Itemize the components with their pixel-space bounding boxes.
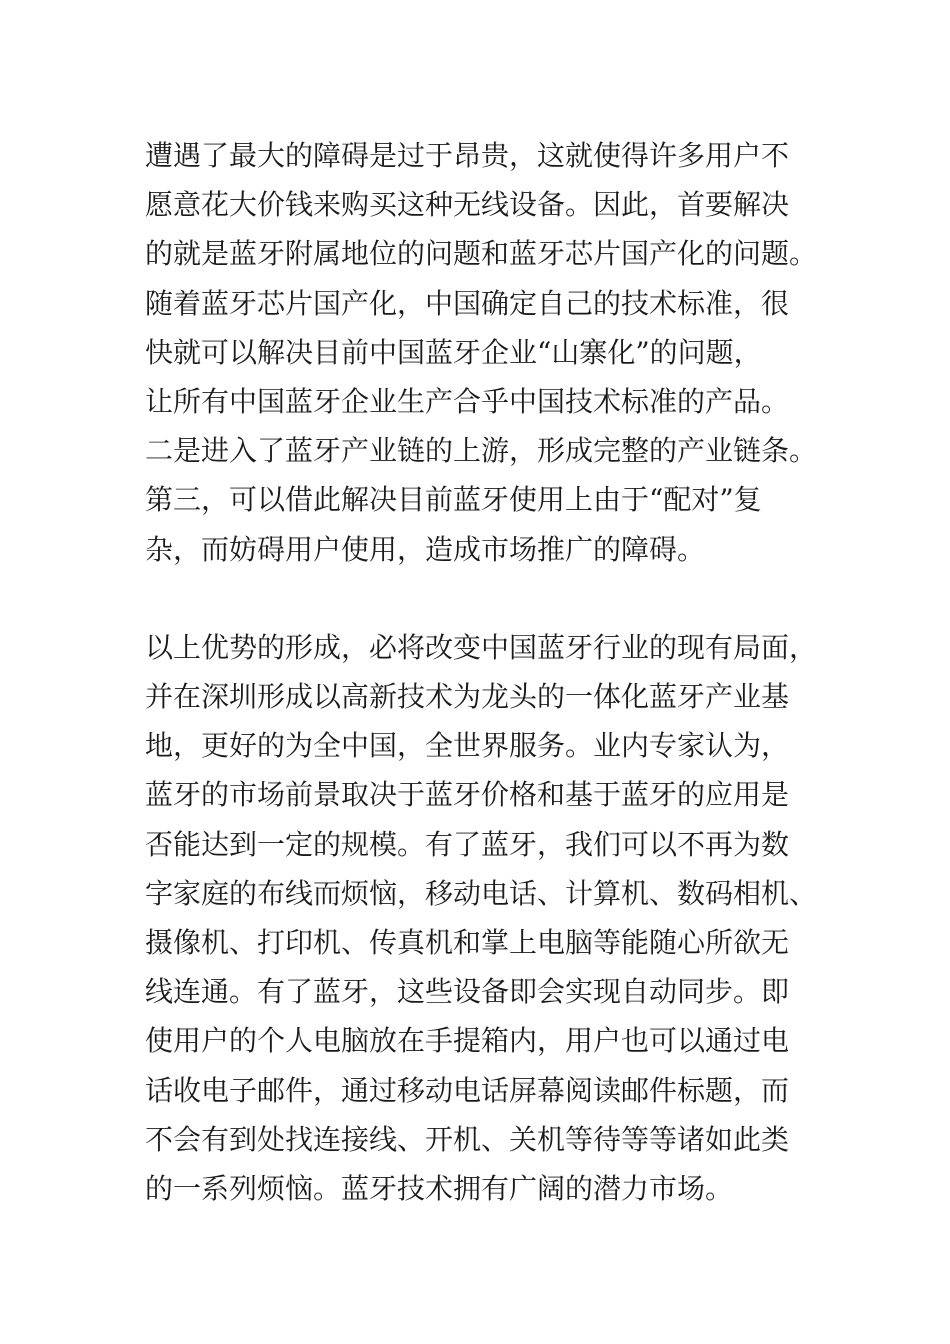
document-body	[145, 131, 835, 1213]
paragraph-line: 并在深圳形成以高新技术为龙头的一体化蓝牙产业基	[145, 680, 790, 714]
paragraph-line: 以上优势的形成，必将改变中国蓝牙行业的现有局面，	[145, 630, 818, 664]
paragraph-line: 的就是蓝牙附属地位的问题和蓝牙芯片国产化的问题。	[145, 237, 818, 271]
paragraph-2	[145, 623, 835, 1213]
paragraph-line: 字家庭的布线而烦恼，移动电话、计算机、数码相机、	[145, 876, 818, 910]
paragraph-line: 摄像机、打印机、传真机和掌上电脑等能随心所欲无	[145, 926, 790, 960]
paragraph-line: 使用户的个人电脑放在手提箱内，用户也可以通过电	[145, 1024, 790, 1058]
paragraph-line: 地，更好的为全中国，全世界服务。业内专家认为，	[145, 729, 790, 763]
paragraph-line: 让所有中国蓝牙企业生产合乎中国技术标准的产品。	[145, 385, 790, 419]
paragraph-line: 的一系列烦恼。蓝牙技术拥有广阔的潜力市场。	[145, 1172, 734, 1206]
paragraph-spacer	[145, 574, 835, 623]
paragraph-line: 第三，可以借此解决目前蓝牙使用上由于“配对”复	[145, 483, 762, 517]
paragraph-line: 话收电子邮件，通过移动电话屏幕阅读邮件标题，而	[145, 1073, 790, 1107]
paragraph-line: 随着蓝牙芯片国产化，中国确定自己的技术标准，很	[145, 286, 790, 320]
paragraph-line: 遭遇了最大的障碍是过于昂贵，这就使得许多用户不	[145, 139, 790, 172]
paragraph-1	[145, 131, 835, 574]
paragraph-line: 否能达到一定的规模。有了蓝牙，我们可以不再为数	[145, 827, 790, 861]
paragraph-line: 蓝牙的市场前景取决于蓝牙价格和基于蓝牙的应用是	[145, 778, 790, 812]
paragraph-line: 快就可以解决目前中国蓝牙企业“山寨化”的问题，	[145, 335, 762, 369]
paragraph-line: 二是进入了蓝牙产业链的上游，形成完整的产业链条。	[145, 434, 818, 468]
paragraph-line: 不会有到处找连接线、开机、关机等待等等诸如此类	[145, 1122, 790, 1156]
paragraph-line: 线连通。有了蓝牙，这些设备即会实现自动同步。即	[145, 975, 790, 1009]
paragraph-line: 愿意花大价钱来购买这种无线设备。因此，首要解决	[145, 188, 790, 222]
paragraph-line: 杂，而妨碍用户使用，造成市场推广的障碍。	[145, 532, 706, 566]
